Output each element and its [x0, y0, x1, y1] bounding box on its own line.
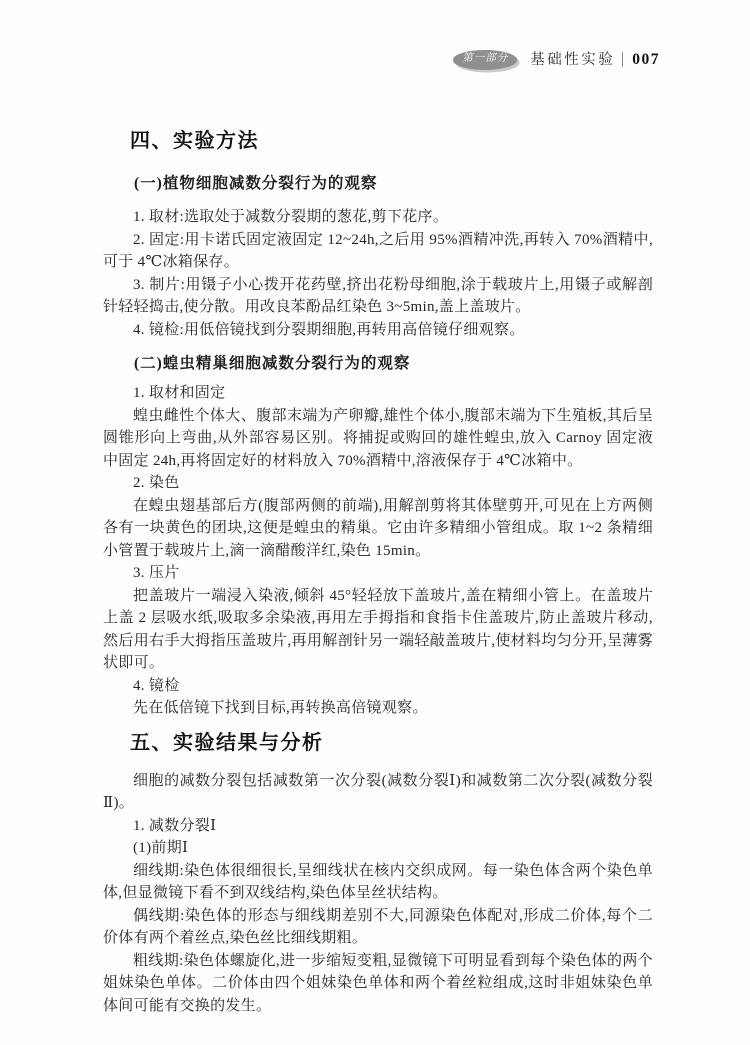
- locust-paragraph: 蝗虫雌性个体大、腹部末端为产卵瓣,雄性个体小,腹部末端为下生殖板,其后呈圆锥形向上弯曲,从外部容易区别。将捕捉或购回的雄性蝗虫,放入 Carnoy 固定液中固定 24h,再将固定好的材料放入 70%酒精中,溶液保存于 4℃冰箱中。: [103, 407, 653, 469]
- results-paragraph: 细胞的减数分裂包括减数第一次分裂(减数分裂Ⅰ)和减数第二次分裂(减数分裂Ⅱ)。: [103, 772, 653, 811]
- heading-methods: 四、实验方法: [130, 130, 259, 152]
- plant-step: 4. 镜检:用低倍镜找到分裂期细胞,再转用高倍镜仔细观察。: [133, 321, 525, 338]
- heading-results: 五、实验结果与分析: [130, 731, 324, 754]
- page-content: [103, 0, 653, 1017]
- results-paragraph: (1)前期Ⅰ: [133, 840, 189, 856]
- locust-paragraph: 4. 镜检: [133, 677, 180, 694]
- section-title: 基础性实验: [530, 51, 616, 68]
- page-number: 007: [632, 51, 660, 68]
- part-badge: 第一部分: [453, 50, 517, 70]
- locust-paragraph: 1. 取材和固定: [133, 385, 226, 401]
- plant-step: 3. 制片:用镊子小心拨开花药壁,挤出花粉母细胞,涂于载玻片上,用镊子或解剖针轻轻捣击,使分散。用改良苯酚品红染色 3~5min,盖上盖玻片。: [103, 276, 653, 315]
- locust-paragraph: 在蝗虫翅基部后方(腹部两侧的前端),用解剖剪将其体壁剪开,可见在上方两侧各有一块黄色的团块,这便是蝗虫的精巢。它由许多精细小管组成。取 1~2 条精细小管置于载玻片上,滴一滴醋酸洋红,染色 15min。: [103, 497, 653, 559]
- plant-step: 1. 取材:选取处于减数分裂期的葱花,剪下花序。: [133, 209, 449, 225]
- locust-paragraph: 2. 染色: [133, 475, 180, 491]
- locust-paragraph: 先在低倍镜下找到目标,再转换高倍镜观察。: [133, 700, 428, 716]
- subheading-plant-observation: (一)植物细胞减数分裂行为的观察: [134, 175, 378, 192]
- results-paragraph: 粗线期:染色体螺旋化,进一步缩短变粗,显微镜下可明显看到每个染色体的两个姐妹染色单体。二价体由四个姐妹染色单体和两个着丝粒组成,这时非姐妹染色单体间可能有交换的发生。: [103, 952, 653, 1014]
- locust-paragraph: 3. 压片: [133, 565, 180, 581]
- locust-paragraph: 把盖玻片一端浸入染液,倾斜 45°轻轻放下盖玻片,盖在精细小管上。在盖玻片上盖 2 层吸水纸,吸取多余染液,再用左手拇指和食指卡住盖玻片,防止盖玻片移动,然后用右手大拇指压盖玻片,再用解剖针另一端轻敲盖玻片,使材料均匀分开,呈薄雾状即可。: [103, 587, 653, 671]
- results-paragraph: 1. 减数分裂Ⅰ: [133, 817, 217, 834]
- subheading-locust-observation: (二)蝗虫精巢细胞减数分裂行为的观察: [134, 355, 411, 372]
- results-paragraph: 细线期:染色体很细很长,呈细线状在核内交织成网。每一染色体含两个染色单体,但显微镜下看不到双线结构,染色体呈丝状结构。: [103, 862, 653, 901]
- results-paragraph: 偶线期:染色体的形态与细线期差别不大,同源染色体配对,形成二价体,每个二价体有两个着丝点,染色丝比细线期粗。: [103, 907, 653, 946]
- plant-step: 2. 固定:用卡诺氏固定液固定 12~24h,之后用 95%酒精冲洗,再转入 70%酒精中,可于 4℃冰箱保存。: [103, 231, 653, 270]
